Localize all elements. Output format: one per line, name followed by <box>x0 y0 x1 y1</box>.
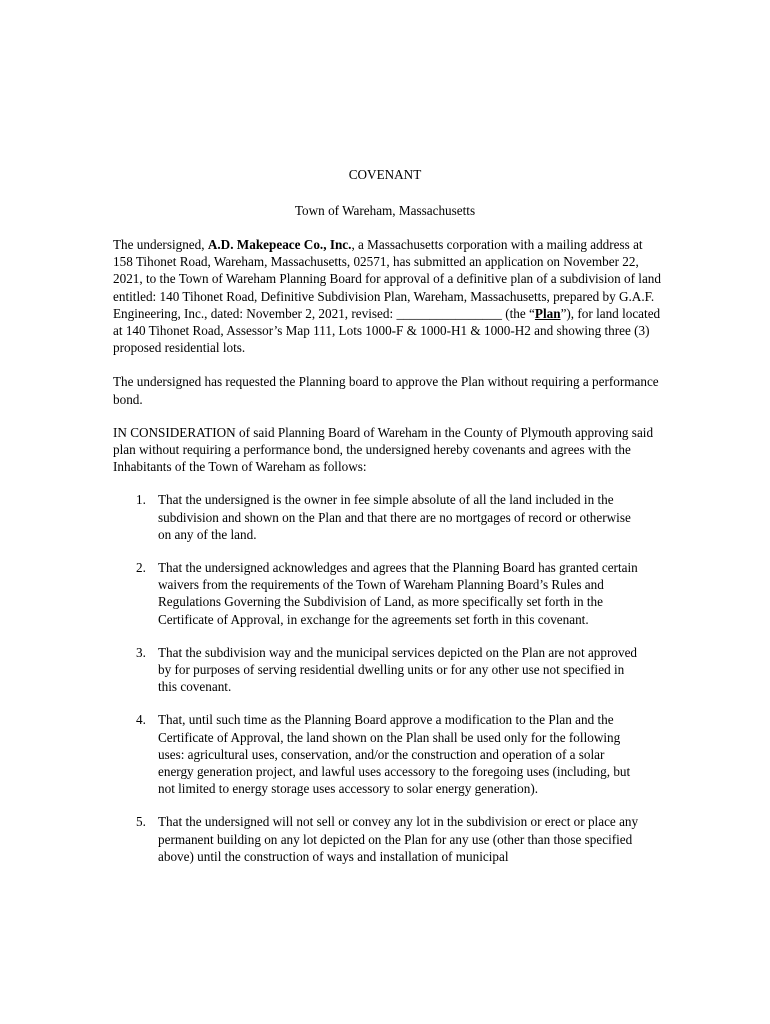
list-item-number: 1. <box>136 492 146 508</box>
list-item-text: That, until such time as the Planning Board approve a modification to the Plan and the Certificate of Approval, the land shown on the Plan shall be used only for the following uses: agricultural uses, conservation, and/or the construction and operation of a solar energy generation project, and lawful uses accessory to the foregoing uses (including, but not limited to energy storage uses accessory to solar energy generation). <box>158 712 631 797</box>
document-subtitle: Town of Wareham, Massachusetts <box>294 203 476 218</box>
list-item <box>113 559 661 628</box>
plan-term: Plan <box>534 305 561 321</box>
list-item-text: That the subdivision way and the municipal services depicted on the Plan are not approved by for purposes of serving residential dwelling units or for any other use not specified in this covenant. <box>158 644 638 695</box>
list-item-number: 4. <box>136 712 146 728</box>
covenant-list <box>113 491 661 865</box>
document-body <box>113 236 661 881</box>
list-item-text: That the undersigned acknowledges and agrees that the Planning Board has granted certain waivers from the requirements of the Town of Wareham Planning Board’s Rules and Regulations Governing the Subdivision of Land, as more specifically set forth in the Certificate of Approval, in exchange for the agreements set forth in this covenant. <box>158 560 638 627</box>
list-item-number: 5. <box>136 814 146 830</box>
intro-paragraph <box>113 236 661 356</box>
company-name: A.D. Makepeace Co., Inc. <box>207 237 352 252</box>
intro-text-3: ”), for land located at 140 Tihonet Road, Assessor’s Map 111, Lots 1000-F & 1000-H1 & 1000-H2 and showing three (3) proposed residential lots. <box>113 305 661 356</box>
bond-request-paragraph: The undersigned has requested the Planning board to approve the Plan without requiring a performance bond. <box>113 374 659 407</box>
list-item <box>113 491 661 543</box>
document-title: COVENANT <box>348 167 422 182</box>
intro-text-2: , a Massachusetts corporation with a mailing address at 158 Tihonet Road, Wareham, Massachusetts, 02571, has submitted an application on November 22, 2021, to the Town of Wareham Planning Board for approval of a definitive plan of a subdivision of land entitled: 140 Tihonet Road, Definitive Subdivision Plan, Wareham, Massachusetts, prepared by G.A.F. Engineering, Inc., dated: November 2, 2021, revised: ________________ (the “ <box>113 237 661 321</box>
list-item <box>113 644 661 696</box>
list-item-number: 2. <box>136 560 146 576</box>
intro-text-1: The undersigned, <box>113 237 208 252</box>
list-item <box>113 813 661 865</box>
list-item <box>113 711 661 797</box>
consideration-paragraph: IN CONSIDERATION of said Planning Board of Wareham in the County of Plymouth approving said plan without requiring a performance bond, the undersigned hereby covenants and agrees with the Inhabitants of the Town of Wareham as follows: <box>113 424 654 475</box>
list-item-text: That the undersigned is the owner in fee simple absolute of all the land included in the subdivision and shown on the Plan and that there are no mortgages of record or otherwise on any of the land. <box>158 492 631 542</box>
list-item-text: That the undersigned will not sell or convey any lot in the subdivision or erect or place any permanent building on any lot depicted on the Plan for any use (other than those specified above) until the construction of ways and installation of municipal <box>158 814 639 864</box>
list-item-number: 3. <box>136 644 146 660</box>
